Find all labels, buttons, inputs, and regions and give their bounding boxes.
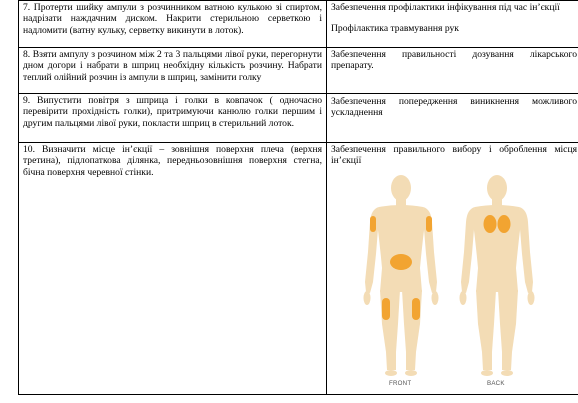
step-cell [19,143,327,395]
back-label: BACK [487,379,505,387]
purpose-cell [327,94,578,143]
back-left-scapular-site [484,215,497,233]
purpose-cell [327,1,578,48]
front-right-arm-site [426,216,432,232]
step-text: 8. Взяти ампулу з розчином між 2 та 3 пальцями лівої руки, перегорнути дном догори і набрати в шприц необхідну кількість розчину. Набрати теплий олійний розчин із ампули в шприц, замінити голку [23,49,322,83]
purpose-text-secondary: Профілактика травмування рук [331,23,459,35]
table-row [19,1,578,48]
front-label: FRONT [389,379,412,387]
step-cell [19,1,327,48]
injection-sites-figure [331,168,575,394]
abdomen-site [390,254,412,270]
purpose-text: Забезпечення профілактики інфікування під час ін’єкції [331,2,560,13]
procedure-table [18,0,578,395]
purpose-cell [327,48,578,94]
table-row [19,94,578,143]
step-text: 10. Визначити місце ін’єкції – зовнішня поверхня плеча (верхня третина), підлопаткова ділянка, передньозовнішня поверхня стегна, бічна поверхня черевної стінки. [23,144,322,178]
back-body-figure [460,175,535,376]
table-row [19,143,578,395]
step-cell [19,94,327,143]
purpose-text: Забезпечення правильного вибору і оброблення місця ін’єкції [331,144,577,167]
step-cell [19,48,327,94]
table-row [19,48,578,94]
purpose-text: Забезпечення правильності дозування лікарського препарату. [331,49,577,72]
purpose-text: Забезпечення попередження виникнення можливого ускладнення [331,96,577,119]
step-text: 9. Випустити повітря з шприца і голки в ковпачок ( одночасно перевірити прохідність голки), притримуючи канюлю голки першим і другим пальцями лівої руки, покласти шприц в стерильний лоток. [23,95,322,129]
injection-sites-diagram [331,168,575,394]
back-right-scapular-site [498,215,511,233]
front-left-arm-site [370,216,376,232]
purpose-cell [327,143,578,395]
front-body-figure [364,175,439,376]
front-right-thigh-site [412,298,420,320]
front-left-thigh-site [382,298,390,320]
step-text: 7. Протерти шийку ампули з розчинником ватною кулькою зі спиртом, надрізати наждачним диском. Накрити стерильною серветкою і надломити (ватну кульку, серветку викинути в лоток). [23,2,322,36]
